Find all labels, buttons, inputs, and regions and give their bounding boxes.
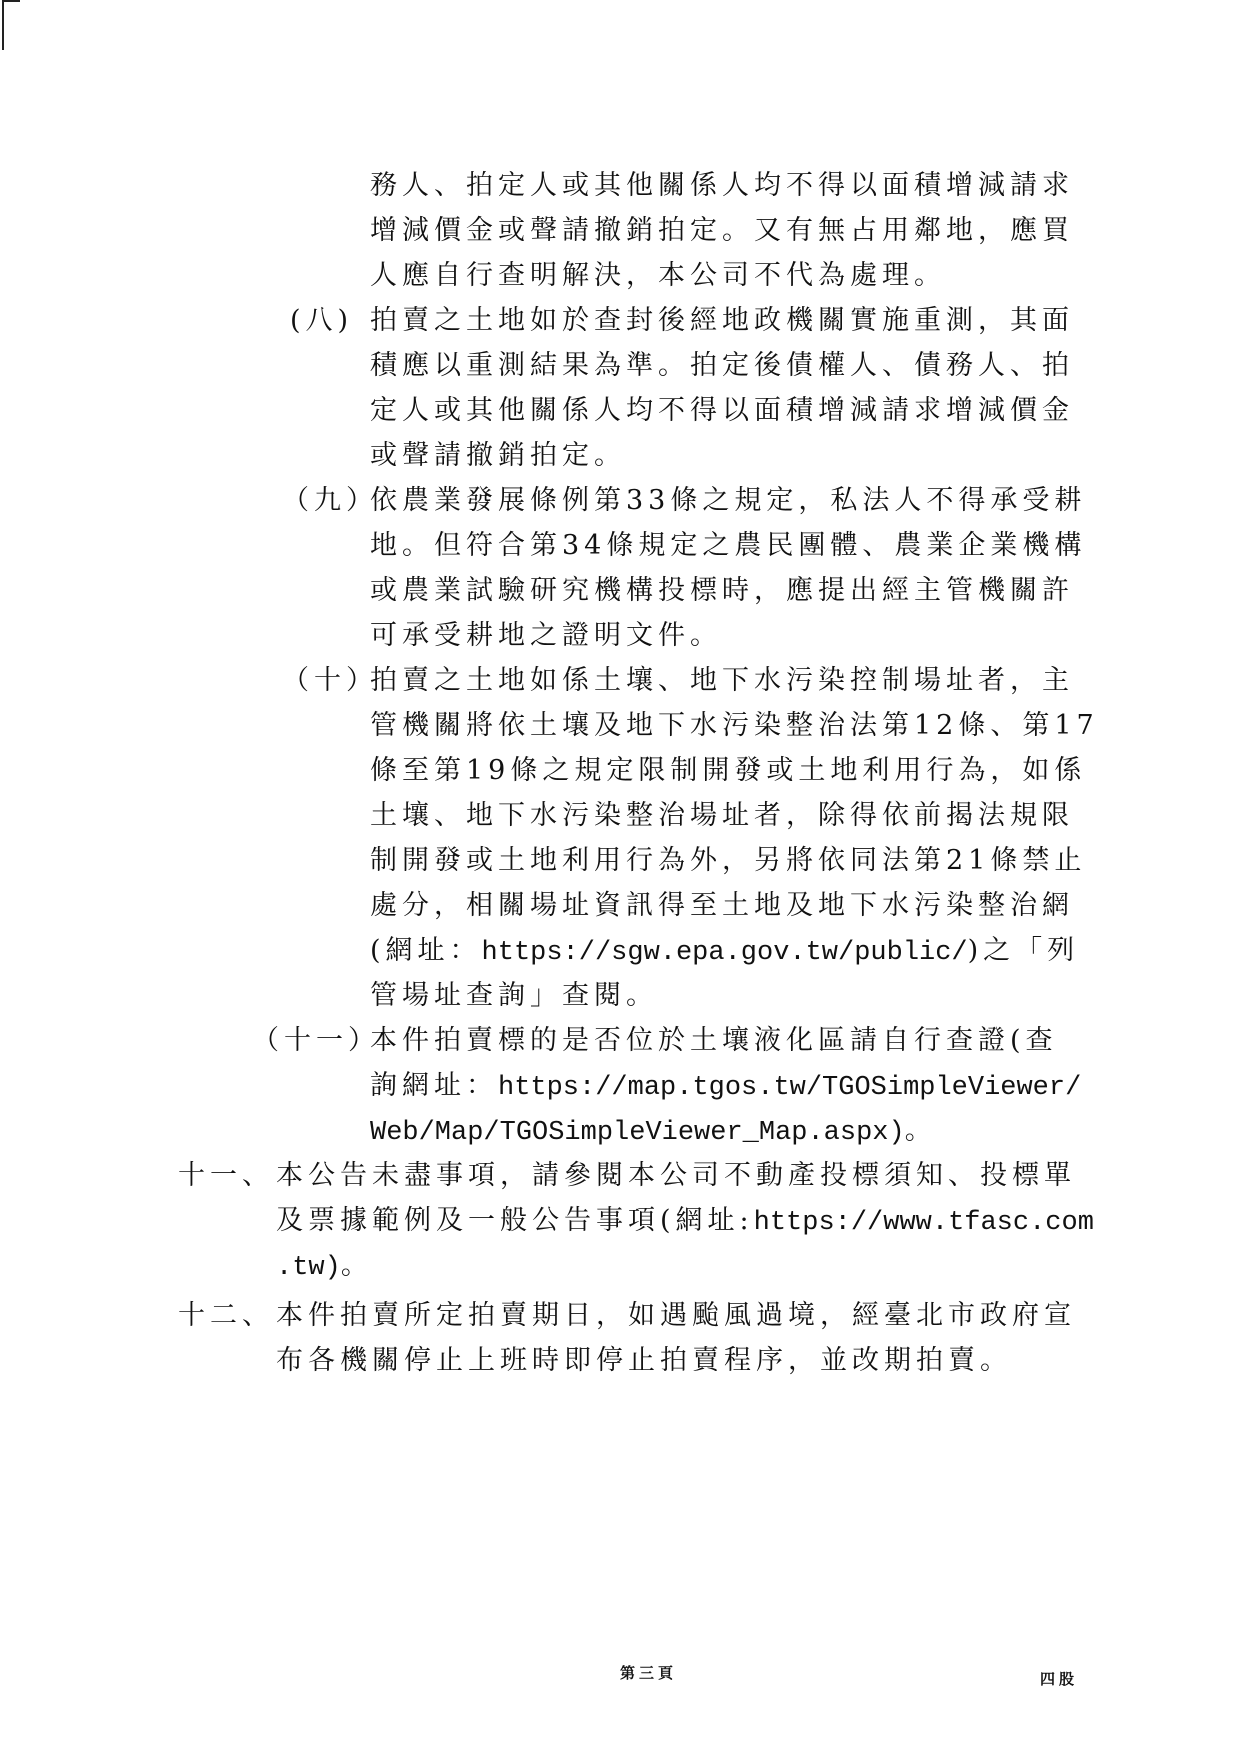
body-text: 務人、拍定人或其他關係人均不得以面積增減請求 <box>370 170 1074 201</box>
url-text: Web/Map/TGOSimpleViewer_Map.aspx) <box>370 1118 905 1148</box>
item-marker: （九） <box>282 485 378 516</box>
body-text: 地。但符合第34條規定之農民團體、農業企業機構 <box>370 530 1087 561</box>
body-text: 。 <box>904 1115 937 1146</box>
text-line <box>276 1298 1076 1334</box>
text-line <box>370 843 1086 879</box>
text-line <box>276 1343 1012 1379</box>
text-line <box>370 618 722 654</box>
text-line <box>370 573 1074 609</box>
body-text: 詢網址： <box>370 1070 498 1101</box>
item-marker: （十） <box>282 665 378 696</box>
text-line <box>370 1023 1058 1059</box>
crop-mark-vertical <box>2 0 4 50</box>
body-text: 管機關將依土壤及地下水污染整治法第12條、第17 <box>370 710 1099 741</box>
body-text: 或農業試驗研究機構投標時，應提出經主管機關許 <box>370 575 1074 606</box>
body-text: 或聲請撤銷拍定。 <box>370 440 626 471</box>
body-text: 條至第19條之規定限制開發或土地利用行為，如係 <box>370 755 1087 786</box>
body-text: 本件拍賣所定拍賣期日，如遇颱風過境，經臺北市政府宣 <box>276 1300 1076 1331</box>
text-line <box>370 393 1074 429</box>
url-text: https://map.tgos.tw/TGOSimpleViewer/ <box>498 1073 1082 1103</box>
text-line <box>370 798 1074 834</box>
body-text: 及票據範例及一般公告事項(網址: <box>276 1205 754 1236</box>
text-line <box>370 438 626 474</box>
body-text: 拍賣之土地如於查封後經地政機關實施重測，其面 <box>370 305 1074 336</box>
item-marker: (八) <box>290 305 354 336</box>
text-line <box>370 753 1086 789</box>
item-marker: 十二、 <box>178 1300 274 1331</box>
text-line <box>370 978 658 1014</box>
body-text: 土壤、地下水污染整治場址者，除得依前揭法規限 <box>370 800 1074 831</box>
text-line <box>370 888 1074 924</box>
body-text: (網址： <box>370 935 482 966</box>
text-line <box>370 1113 937 1151</box>
body-text: )之「列 <box>967 935 1080 966</box>
body-text: 本件拍賣標的是否位於土壤液化區請自行查證(查 <box>370 1025 1058 1056</box>
item-marker: （十一） <box>252 1025 380 1056</box>
body-text: 增減價金或聲請撤銷拍定。又有無占用鄰地，應買 <box>370 215 1074 246</box>
body-text: 布各機關停止上班時即停止拍賣程序，並改期拍賣。 <box>276 1345 1012 1376</box>
body-text: 處分，相關場址資訊得至土地及地下水污染整治網 <box>370 890 1074 921</box>
text-line <box>370 168 1074 204</box>
body-text: 制開發或土地利用行為外，另將依同法第21條禁止 <box>370 845 1087 876</box>
text-line <box>370 933 1079 971</box>
body-text: 拍賣之土地如係土壤、地下水污染控制場址者，主 <box>370 665 1074 696</box>
text-line <box>370 708 1099 744</box>
body-text: 依農業發展條例第33條之規定，私法人不得承受耕 <box>370 485 1087 516</box>
body-text: 人應自行查明解決，本公司不代為處理。 <box>370 260 946 291</box>
text-line <box>370 213 1074 249</box>
url-text: https://www.tfasc.com <box>753 1208 1094 1238</box>
section-label: 四股 <box>1040 1670 1079 1688</box>
item-marker: 十一、 <box>178 1160 274 1191</box>
body-text: 管場址查詢」查閱。 <box>370 980 658 1011</box>
text-line <box>370 663 1074 699</box>
text-line <box>370 483 1086 519</box>
body-text: 積應以重測結果為準。拍定後債權人、債務人、拍 <box>370 350 1074 381</box>
body-text: 。 <box>340 1250 373 1281</box>
text-line <box>276 1158 1076 1194</box>
text-line <box>370 1068 1081 1106</box>
crop-mark-horizontal <box>2 0 20 2</box>
text-line <box>370 528 1086 564</box>
text-line <box>276 1203 1094 1241</box>
text-line <box>370 258 946 294</box>
body-text: 定人或其他關係人均不得以面積增減請求增減價金 <box>370 395 1074 426</box>
body-text: 可承受耕地之證明文件。 <box>370 620 722 651</box>
url-text: https://sgw.epa.gov.tw/public/ <box>481 938 968 968</box>
text-line <box>276 1248 373 1286</box>
url-text: .tw) <box>276 1253 341 1283</box>
text-line <box>370 303 1074 339</box>
page-number: 第三頁 <box>620 1664 678 1682</box>
body-text: 本公告未盡事項，請參閱本公司不動產投標須知、投標單 <box>276 1160 1076 1191</box>
text-line <box>370 348 1074 384</box>
